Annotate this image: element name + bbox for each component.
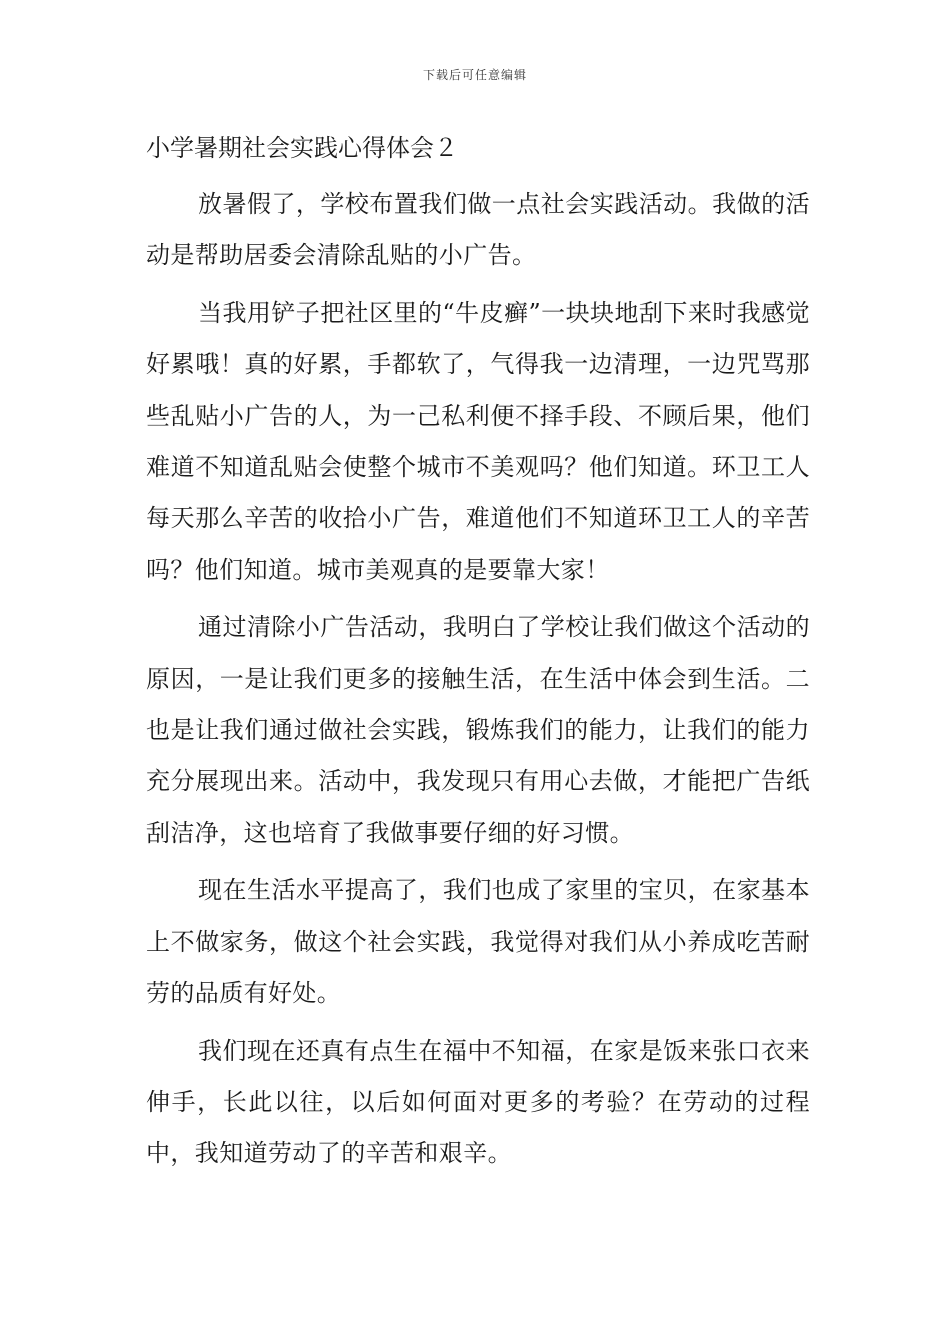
- paragraph-2: 当我用铲子把社区里的“牛皮癣”一块块地刮下来时我感觉好累哦！真的好累，手都软了，气得我一边清理，一边咒骂那些乱贴小广告的人，为一己私利便不择手段、不顾后果，他们难道不知道乱贴会使整个城市不美观吗？他们知道。环卫工人每天那么辛苦的收拾小广告，难道他们不知道环卫工人的辛苦吗？他们知道。城市美观真的是要靠大家！: [146, 298, 810, 584]
- paragraph-5: 我们现在还真有点生在福中不知福，在家是饭来张口衣来伸手，长此以往，以后如何面对更多的考验？在劳动的过程中，我知道劳动了的辛苦和艰辛。: [146, 1036, 810, 1168]
- document-body: [146, 179, 810, 1186]
- paragraph-4: 现在生活水平提高了，我们也成了家里的宝贝，在家基本上不做家务，做这个社会实践，我觉得对我们从小养成吃苦耐劳的品质有好处。: [146, 876, 810, 1008]
- header-note: 下载后可任意编辑: [422, 68, 527, 82]
- paragraph-1: 放暑假了，学校布置我们做一点社会实践活动。我做的活动是帮助居委会清除乱贴的小广告。: [146, 190, 810, 270]
- paragraph-3: 通过清除小广告活动，我明白了学校让我们做这个活动的原因，一是让我们更多的接触生活，在生活中体会到生活。二也是让我们通过做社会实践，锻炼我们的能力，让我们的能力充分展现出来。活动中，我发现只有用心去做，才能把广告纸刮洁净，这也培育了我做事要仔细的好习惯。: [146, 613, 810, 847]
- document-title: 小学暑期社会实践心得体会２: [146, 134, 458, 162]
